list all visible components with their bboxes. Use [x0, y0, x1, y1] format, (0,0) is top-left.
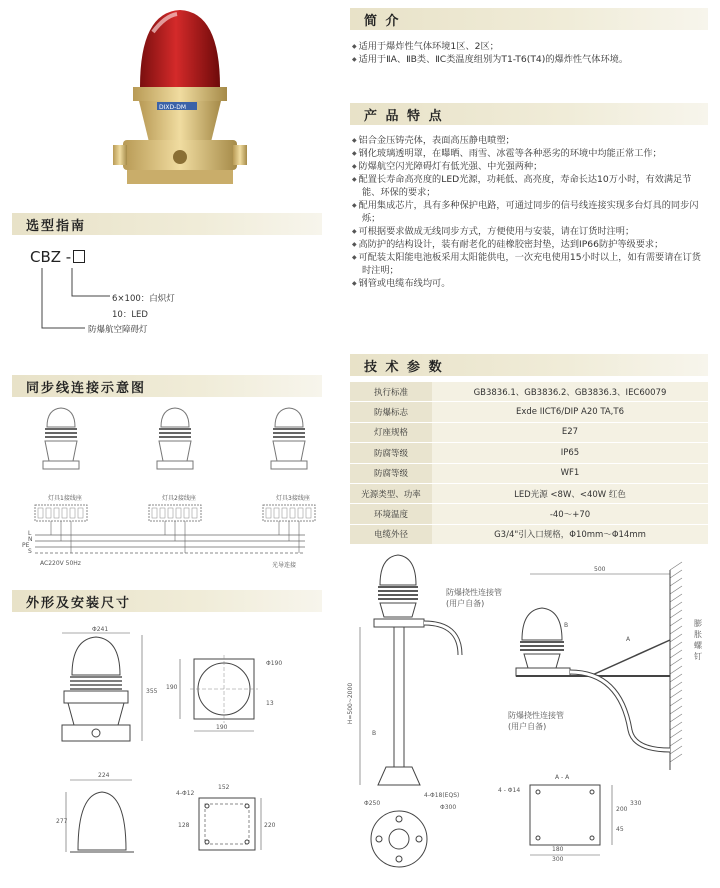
base-width-dim: 152	[218, 784, 230, 791]
features-header	[350, 103, 708, 125]
list-item: ◆ 适用于爆炸性气体环境1区、2区；	[352, 40, 707, 53]
sync-label: 光导连接	[272, 562, 297, 569]
list-item: ◆ 配用集成芯片，具有多种保护电路，可通过同步的信号线连接实现多台灯具的同步闪烁；	[352, 199, 707, 225]
wall-hatch-line	[670, 610, 682, 618]
wall-hatch-line	[670, 730, 682, 738]
wall-hatch-line	[670, 746, 682, 754]
wiring-lamp-3	[263, 408, 315, 553]
wall-anchor-label: 膨胀螺钉	[694, 619, 702, 661]
wall-hatch-line	[670, 674, 682, 682]
wire-label-s: S	[28, 548, 32, 555]
list-item: ◆ 配置长寿命高亮度的LED光源，功耗低、高亮度，寿命长达10万小时，有效满足节能、环保的要求；	[352, 173, 707, 199]
wall-b-label: B	[564, 622, 569, 629]
top-dia-dim: Φ190	[266, 660, 283, 667]
wall-hatch-line	[670, 626, 682, 634]
wiring-diagram	[25, 405, 335, 575]
wall-width-dim: 500	[594, 566, 606, 573]
wall-hatch-line	[670, 706, 682, 714]
wall-hatch-line	[670, 570, 682, 578]
wall-hose-note2: (用户自备)	[508, 722, 547, 731]
plate-w1-dim: 180	[552, 846, 564, 853]
table-row: 灯座规格 E27	[350, 422, 708, 442]
features-title: 产 品 特 点	[364, 109, 444, 124]
wall-hatch-line	[670, 754, 682, 762]
list-item: ◆ 铝合金压铸壳体，表面高压静电喷塑；	[352, 134, 707, 147]
intro-header	[350, 8, 708, 30]
plate-h2-dim: 330	[630, 800, 642, 807]
lamp-3-label: 灯具3接线座	[276, 495, 310, 502]
wall-hatch-line	[670, 738, 682, 746]
table-row: 执行标准 GB3836.1、GB3836.2、GB3836.3、IEC60079	[350, 382, 708, 402]
plate-w2-dim: 300	[552, 856, 564, 863]
front-view-drawing	[50, 625, 160, 755]
list-item: ◆ 钢化玻璃透明罩，在曝晒、雨雪、冰雹等各种恶劣的环境中均能正常工作；	[352, 147, 707, 160]
wire-label-pe: PE	[22, 542, 30, 549]
pole-hose-note: 防爆挠性连接管	[446, 588, 502, 597]
spec-table	[350, 382, 708, 545]
product-label: DIXD-DM	[159, 104, 187, 111]
lamp-2-label: 灯具2接线座	[162, 495, 196, 502]
wall-hatch-line	[670, 618, 682, 626]
specs-title: 技 术 参 数	[364, 360, 444, 375]
specs-header	[350, 354, 708, 376]
wall-hatch-line	[670, 722, 682, 730]
wall-hatch-line	[670, 714, 682, 722]
base-holes-dim: 4-Φ12	[176, 790, 195, 797]
plate-h1-dim: 200	[616, 806, 628, 813]
wire-label-l: L	[28, 530, 32, 537]
flange-dia-dim: Φ250	[364, 800, 381, 807]
base-h2-dim: 220	[264, 822, 276, 829]
wiring-lamp-1	[35, 408, 87, 553]
wall-hatch-line	[670, 690, 682, 698]
plate-holes-dim: 4 - Φ14	[498, 787, 521, 794]
table-row: 防腐等级 IP65	[350, 443, 708, 463]
top-view-drawing	[170, 655, 283, 745]
side-width-dim: 224	[98, 772, 110, 779]
flange-holes-dim: 4-Φ18(EQS)	[424, 792, 460, 799]
table-row: 防爆标志 Exde IICT6/DIP A20 TA,T6	[350, 402, 708, 422]
list-item: ◆ 高防护的结构设计，装有耐老化的硅橡胶密封垫，达到IP66防护等级要求；	[352, 238, 707, 251]
wall-hatch-line	[670, 658, 682, 666]
list-item: ◆ 可根据要求做成无线同步方式，方便使用与安装，请在订货时注明；	[352, 225, 707, 238]
table-row: 电缆外径 G3/4"引入口规格，Φ10mm～Φ14mm	[350, 524, 708, 544]
selection-title: 选型指南	[26, 219, 87, 234]
wall-hatch-line	[670, 602, 682, 610]
list-item: ◆ 可配装太阳能电池板采用太阳能供电，一次充电使用15小时以上，如有需要请在订货时注明；	[352, 251, 707, 277]
wall-hatch-line	[670, 562, 682, 570]
model-code: CBZ -	[30, 248, 85, 266]
wall-hatch-line	[670, 586, 682, 594]
pole-hose-note2: (用户自备)	[446, 599, 485, 608]
pole-length-dim: H=500~2000	[347, 682, 355, 725]
wall-hatch-line	[670, 650, 682, 658]
model-line-3: 防爆航空障碍灯	[88, 325, 148, 335]
wiring-header	[12, 375, 322, 397]
intro-list	[352, 40, 707, 66]
front-height-dim: 355	[146, 688, 158, 695]
base-drawing	[185, 790, 275, 860]
list-item: ◆ 钢管或电缆布线均可。	[352, 277, 707, 290]
base-h1-dim: 128	[178, 822, 190, 829]
selection-header	[12, 213, 322, 235]
model-line-1: 6×100：白炽灯	[112, 294, 175, 304]
flange-bolt-dim: Φ300	[440, 804, 457, 811]
wall-hatch-line	[670, 682, 682, 690]
wiring-title: 同步线连接示意图	[26, 381, 147, 396]
table-row: 防腐等级 WF1	[350, 463, 708, 483]
wiring-lamp-2	[149, 408, 201, 553]
wall-hatch-line	[670, 594, 682, 602]
wall-hatch-line	[670, 666, 682, 674]
features-list	[352, 134, 707, 290]
lamp-1-label: 灯具1接线座	[48, 495, 82, 502]
top-width-dim: 190	[216, 724, 228, 731]
list-item: ◆ 防爆航空闪光障碍灯有低光强、中光强两种；	[352, 160, 707, 173]
front-width-dim: Φ241	[92, 626, 109, 633]
power-label: AC220V 50Hz	[40, 560, 81, 567]
top-height-dim: 190	[166, 684, 178, 691]
wall-a-label: A	[626, 636, 631, 643]
wall-hatch-line	[670, 578, 682, 586]
wall-hatch-line	[670, 642, 682, 650]
list-item: ◆ 适用于ⅡA、ⅡB类、ⅡC类温度组别为T1-T6(T4)的爆炸性气体环境。	[352, 53, 707, 66]
dimensions-header	[12, 590, 322, 612]
wall-hatch-line	[670, 634, 682, 642]
section-aa-label: A - A	[555, 774, 570, 781]
table-row: 光源类型、功率 LED光源 <8W、<40W 红色	[350, 483, 708, 503]
plate-h3-dim: 45	[616, 826, 624, 833]
top-hole-dim: 13	[266, 700, 274, 707]
table-row: 环境温度 -40～+70	[350, 504, 708, 524]
product-photo	[105, 2, 255, 192]
model-line-2: 10：LED	[112, 310, 148, 320]
wire-label-n: N	[28, 536, 33, 543]
wall-hatch-line	[670, 698, 682, 706]
pole-b-label: B	[372, 730, 377, 737]
intro-title: 简 介	[364, 14, 401, 29]
wall-hose-note: 防爆挠性连接管	[508, 711, 564, 720]
side-height-dim: 277	[56, 818, 68, 825]
dimensions-title: 外形及安装尺寸	[26, 596, 132, 611]
